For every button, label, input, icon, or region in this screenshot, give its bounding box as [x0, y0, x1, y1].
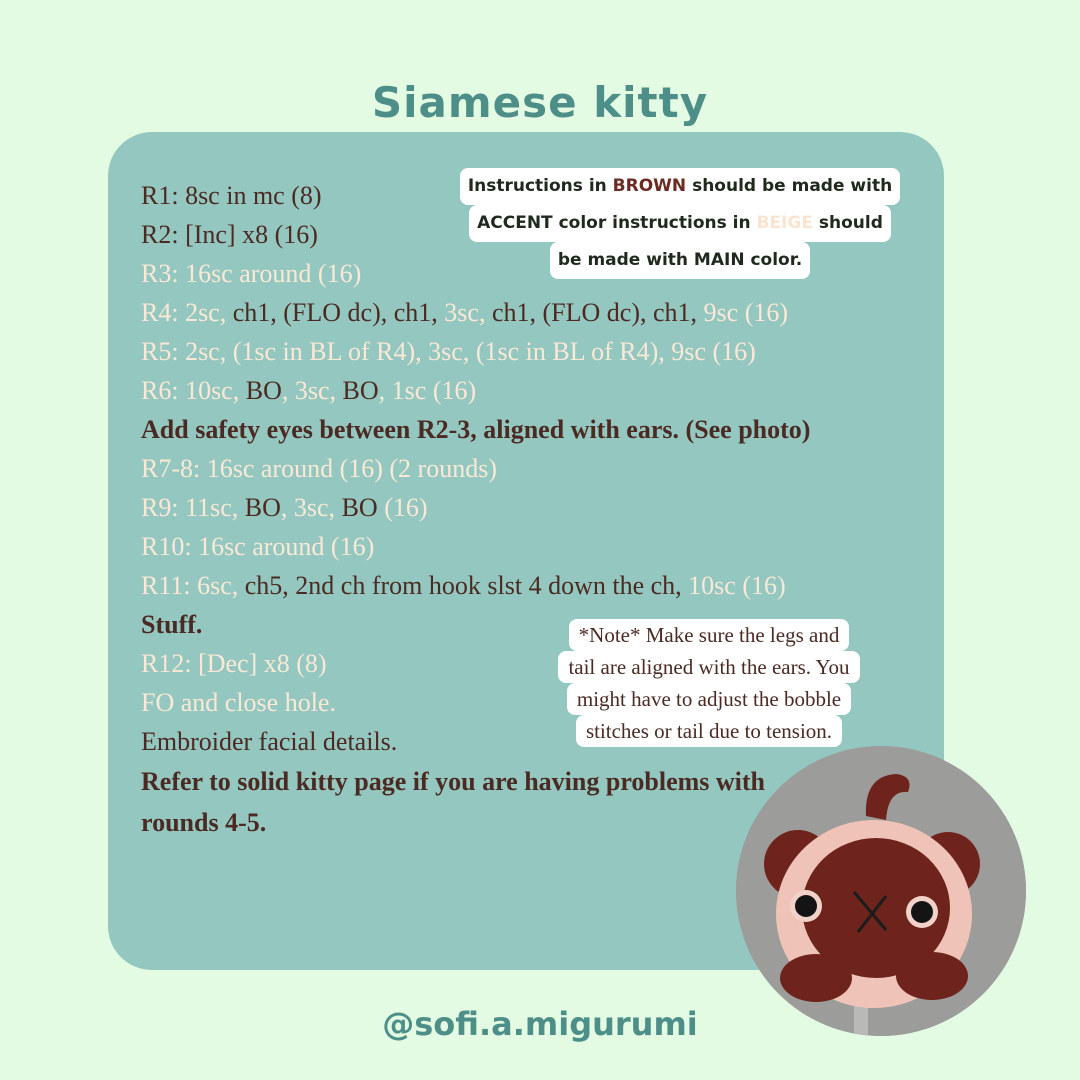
- instruction-segment: ch5, 2nd ch from hook slst 4 down the ch,: [244, 571, 689, 600]
- instruction-segment: 10sc (16): [688, 571, 786, 600]
- instruction-line: [141, 761, 781, 843]
- color-key-note: [444, 168, 916, 279]
- crochet-kitty-illustration: [736, 746, 1026, 1036]
- instruction-line: [141, 566, 901, 605]
- color-key-segment: BEIGE: [756, 213, 813, 233]
- color-key-segment: Instructions in: [467, 176, 613, 196]
- instruction-segment: R3: 16sc around (16): [141, 259, 362, 288]
- color-key-segment: should be made with: [686, 176, 893, 196]
- instruction-segment: ch1, (FLO dc), ch1,: [491, 298, 704, 327]
- instruction-segment: R6: 10sc,: [141, 376, 246, 405]
- color-key-row: [550, 242, 810, 279]
- color-key-segment: BROWN: [612, 176, 687, 196]
- alignment-note-row: might have to adjust the bobble: [567, 683, 851, 715]
- instruction-segment: ch1, (FLO dc), ch1,: [232, 298, 445, 327]
- instruction-segment: FO and close hole.: [141, 688, 336, 717]
- instruction-segment: , 3sc,: [281, 376, 343, 405]
- instruction-segment: Stuff.: [141, 610, 203, 639]
- alignment-note: [528, 619, 890, 747]
- instruction-segment: BO: [341, 493, 378, 522]
- color-key-segment: be made with MAIN color.: [557, 250, 803, 270]
- instruction-line: [141, 488, 901, 527]
- instruction-line: [141, 449, 901, 488]
- instruction-line: [141, 332, 901, 371]
- instruction-segment: R7-8: 16sc around (16) (2 rounds): [141, 454, 497, 483]
- alignment-note-row: stitches or tail due to tension.: [576, 715, 842, 747]
- instruction-segment: R11: 6sc,: [141, 571, 245, 600]
- instruction-segment: R10: 16sc around (16): [141, 532, 375, 561]
- author-handle: @sofi.a.migurumi: [382, 1005, 698, 1043]
- instruction-line: [141, 527, 901, 566]
- instruction-line: [141, 371, 901, 410]
- instruction-segment: Add safety eyes between R2-3, aligned with ears. (See photo): [141, 415, 811, 444]
- instruction-segment: , 1sc (16): [378, 376, 477, 405]
- instruction-segment: BO: [342, 376, 379, 405]
- instruction-segment: BO: [244, 493, 281, 522]
- instruction-line: [141, 410, 901, 449]
- instruction-segment: Refer to solid kitty page if you are having problems with rounds 4-5.: [141, 767, 766, 837]
- instruction-segment: Embroider facial details.: [141, 727, 398, 756]
- instruction-segment: BO: [245, 376, 282, 405]
- instruction-segment: R1: 8sc in mc (8): [141, 181, 322, 210]
- alignment-note-row: *Note* Make sure the legs and: [569, 619, 850, 651]
- instruction-line: [141, 293, 901, 332]
- instruction-segment: R9: 11sc,: [141, 493, 245, 522]
- page-title: Siamese kitty: [371, 78, 709, 127]
- instruction-segment: 3sc,: [444, 298, 492, 327]
- instruction-segment: , 3sc,: [280, 493, 342, 522]
- instruction-segment: R4: 2sc,: [141, 298, 233, 327]
- color-key-segment: ACCENT color instructions in: [477, 213, 757, 233]
- instruction-segment: (16): [377, 493, 428, 522]
- color-key-row: [469, 205, 891, 242]
- instruction-segment: 9sc (16): [703, 298, 789, 327]
- instruction-segment: R5: 2sc, (1sc in BL of R4), 3sc, (1sc in BL of R4), 9sc (16): [141, 337, 756, 366]
- alignment-note-row: tail are aligned with the ears. You: [558, 651, 859, 683]
- instruction-segment: R12: [Dec] x8 (8): [141, 649, 327, 678]
- color-key-segment: should: [812, 213, 883, 233]
- color-key-row: [460, 168, 900, 205]
- instruction-segment: R2: [Inc] x8 (16): [141, 220, 318, 249]
- kitty-photo: [736, 746, 1026, 1036]
